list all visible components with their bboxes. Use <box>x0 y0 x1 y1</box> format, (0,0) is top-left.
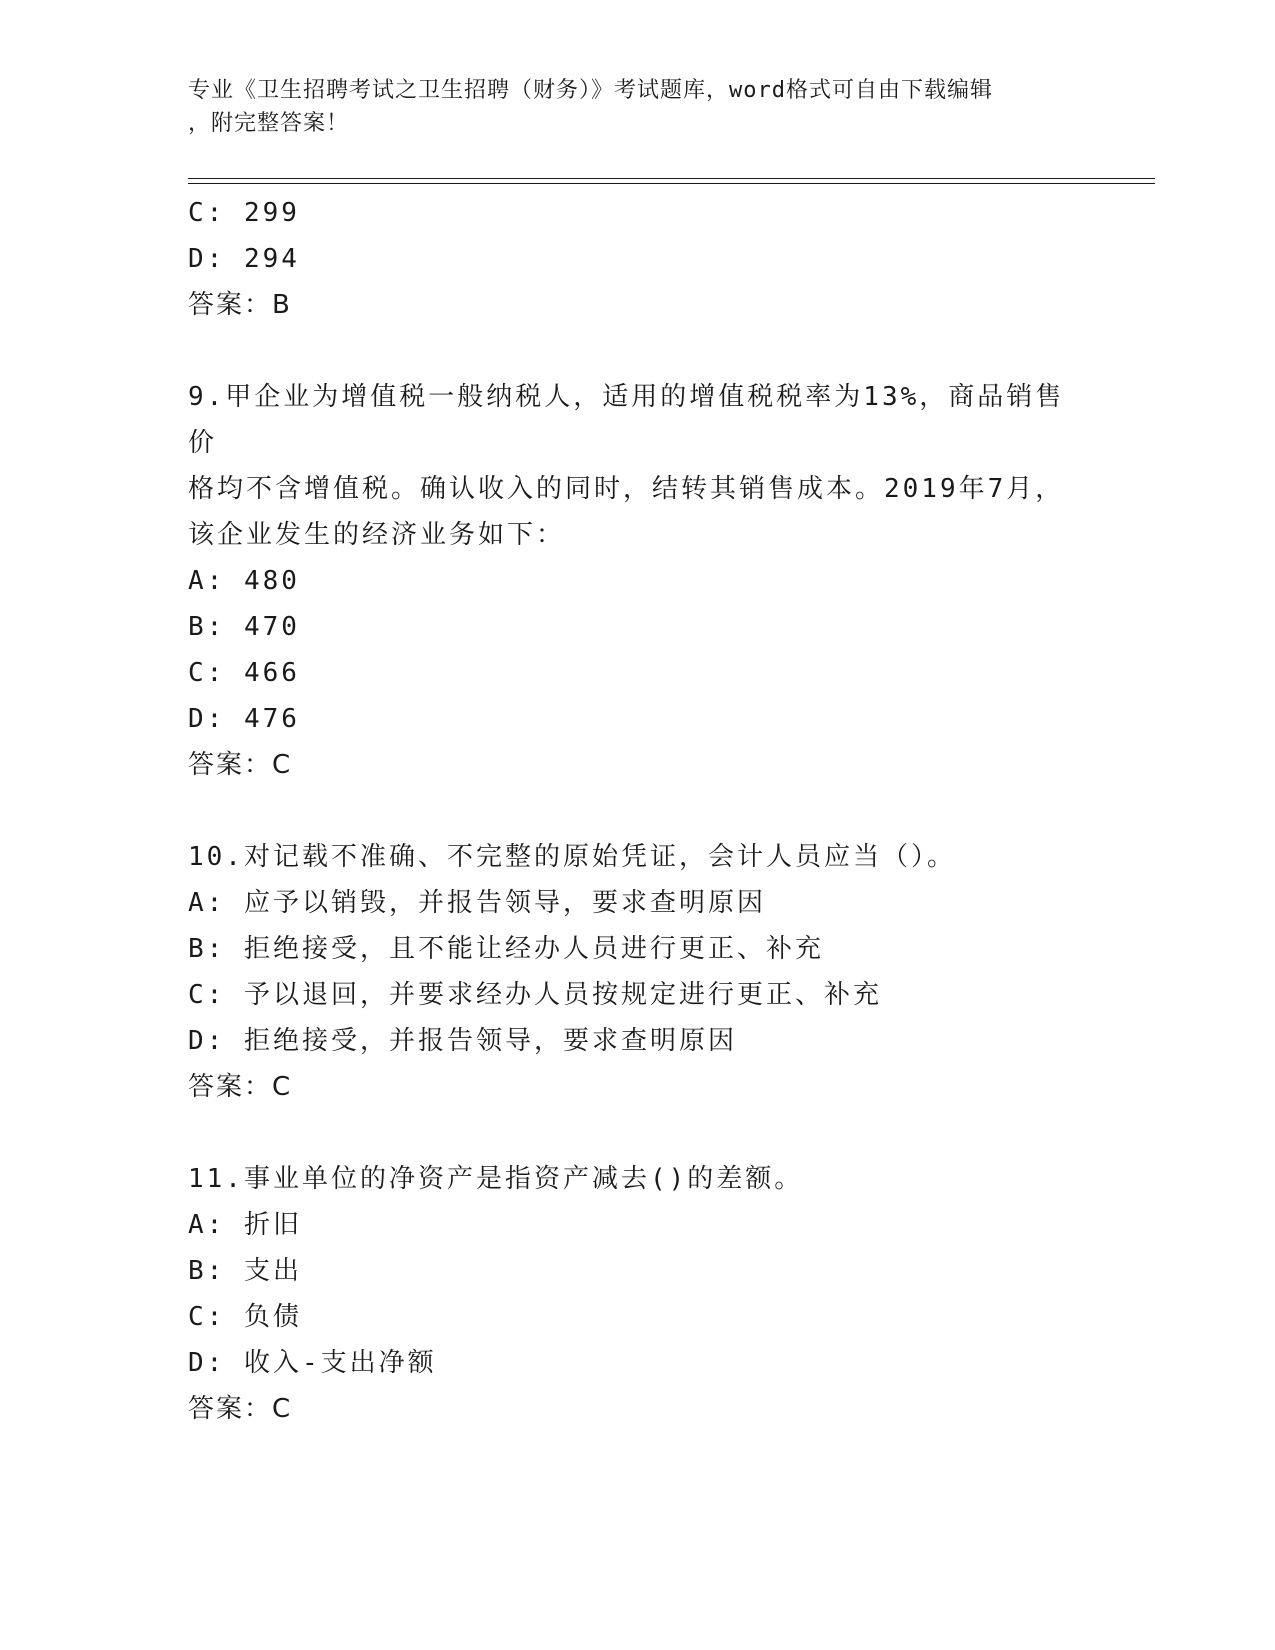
option-label: C: <box>188 980 226 1010</box>
answer-line: 答案：B <box>188 290 292 320</box>
option-label: D: <box>188 1348 226 1378</box>
header-line-2: ，附完整答案！ <box>188 111 350 136</box>
option-text: 480 <box>243 566 300 596</box>
option-text: 拒绝接受，且不能让经办人员进行更正、补充 <box>243 934 824 964</box>
option-d <box>188 1018 1088 1064</box>
question-list <box>188 190 1088 1432</box>
option-label: D: <box>188 704 226 734</box>
option-d <box>188 696 1088 742</box>
option-label: D: <box>188 1026 226 1056</box>
option-label: C: <box>188 1302 226 1332</box>
option-label: B: <box>188 1256 226 1286</box>
option-c <box>188 190 1088 236</box>
option-a <box>188 880 1088 926</box>
option-text: 应予以销毁，并报告领导，要求查明原因 <box>243 888 766 918</box>
option-label: A: <box>188 888 226 918</box>
option-b <box>188 926 1088 972</box>
option-text: 支出 <box>243 1256 302 1286</box>
question-9 <box>188 374 1088 788</box>
document-header <box>188 74 1068 140</box>
option-label: C: <box>188 658 226 688</box>
header-line-1: 专业《卫生招聘考试之卫生招聘（财务）》考试题库，word格式可自由下载编辑 <box>188 78 993 103</box>
answer-line: 答案：C <box>188 1394 293 1424</box>
question-text-line: 格均不含增值税。确认收入的同时，结转其销售成本。2019年7月， <box>188 474 1065 504</box>
question-text-line: 该企业发生的经济业务如下： <box>188 520 566 550</box>
question-10 <box>188 834 1088 1110</box>
option-label: B: <box>188 934 226 964</box>
header-divider-bottom <box>188 183 1155 184</box>
option-text: 294 <box>243 244 300 274</box>
option-text: 拒绝接受，并报告领导，要求查明原因 <box>243 1026 737 1056</box>
question-text-line: 11.事业单位的净资产是指资产减去()的差额。 <box>188 1164 804 1194</box>
option-d <box>188 1340 1088 1386</box>
option-text: 470 <box>243 612 300 642</box>
option-label: A: <box>188 566 226 596</box>
option-text: 476 <box>243 704 300 734</box>
answer-line: 答案：C <box>188 1072 293 1102</box>
option-text: 466 <box>243 658 300 688</box>
option-text: 299 <box>243 198 300 228</box>
option-b <box>188 1248 1088 1294</box>
header-divider-top <box>188 178 1155 179</box>
question-text-line: 9.甲企业为增值税一般纳税人，适用的增值税税率为13%，商品销售价 <box>188 382 1065 458</box>
previous-question <box>188 190 1088 328</box>
option-label: D: <box>188 244 226 274</box>
question-11 <box>188 1156 1088 1432</box>
answer-line: 答案：C <box>188 750 293 780</box>
option-c <box>188 1294 1088 1340</box>
option-text: 予以退回，并要求经办人员按规定进行更正、补充 <box>243 980 882 1010</box>
option-text: 收入-支出净额 <box>243 1348 437 1378</box>
option-label: B: <box>188 612 226 642</box>
option-c <box>188 972 1088 1018</box>
option-a <box>188 558 1088 604</box>
option-a <box>188 1202 1088 1248</box>
option-text: 负债 <box>243 1302 302 1332</box>
option-label: A: <box>188 1210 226 1240</box>
option-label: C: <box>188 198 226 228</box>
option-b <box>188 604 1088 650</box>
option-text: 折旧 <box>243 1210 302 1240</box>
option-c <box>188 650 1088 696</box>
question-text-line: 10.对记载不准确、不完整的原始凭证，会计人员应当（）。 <box>188 842 956 872</box>
option-d <box>188 236 1088 282</box>
